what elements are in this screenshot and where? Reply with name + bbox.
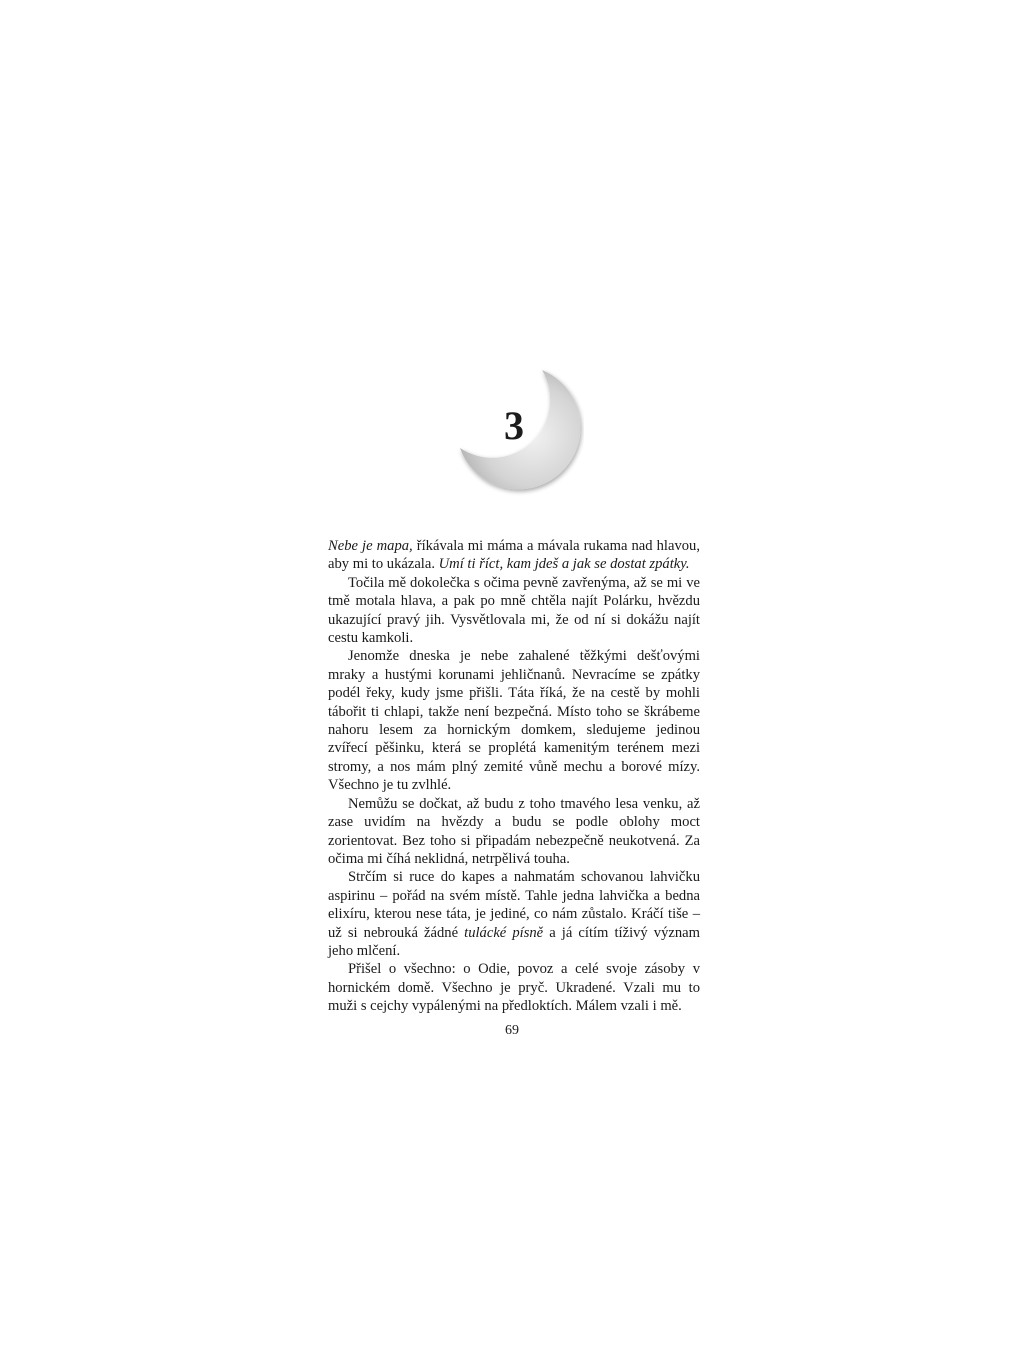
paragraph xyxy=(328,537,700,574)
paragraph-text: a já cítím tíživý význam jeho mlčení. xyxy=(328,924,700,959)
paragraph-text: Jenomže dneska je nebe zahalené těžkými dešťovými mraky a hustými korunami jehličnanů. Nevracíme se zpátky podél řeky, kudy jsme přišli. Táta říká, že na cestě by mohli tábořit ti chlapi, takže není bezpečná. Místo toho se škrábeme nahoru lesem za hornickým domkem, sledujeme jedinou zvířecí pěšinku, která se proplétá kamenitým terénem mezi stromy, a nos mám plný zemité vůně mechu a borové mízy. Všechno je tu zvlhlé. xyxy=(328,648,700,794)
paragraph xyxy=(328,574,700,648)
page-number: 69 xyxy=(505,1023,519,1038)
paragraph-text: říkávala mi máma a mávala rukama nad hlavou, aby mi to ukázala. xyxy=(328,538,700,573)
paragraph xyxy=(328,960,700,1015)
italic-text: Nebe je mapa, xyxy=(328,538,413,554)
paragraph-text: Točila mě dokolečka s očima pevně zavřenýma, až se mi ve tmě motala hlava, a pak po mně chtěla najít Polárku, hvězdu ukazující pravý jih. Vysvětlovala mi, že od ní si dokážu najít cestu kamkoli. xyxy=(328,574,700,647)
italic-text: tulácké písně xyxy=(464,924,544,941)
paragraph xyxy=(328,868,700,960)
chapter-number: 3 xyxy=(504,403,524,448)
paragraph-text: Strčím si ruce do kapes a nahmatám schovanou lahvičku aspirinu – pořád na svém místě. Tahle jedna lahvička a bedna elixíru, kterou nese táta, je jediné, co nám zůstalo. Kráčí tiše – už si nebrouká žádné xyxy=(328,869,700,941)
paragraph xyxy=(328,647,700,794)
paragraph xyxy=(328,795,700,869)
italic-text: Umí ti říct, kam jdeš a jak se dostat zpátky. xyxy=(438,556,690,573)
paragraph-text: Nemůžu se dočkat, až budu z toho tmavého lesa venku, až zase uvidím na hvězdy a budu se podle oblohy moct zorientovat. Bez toho si připadám nebezpečně neukotvená. Za očima mi číhá neklidná, netrpělivá touha. xyxy=(328,795,700,867)
paragraph-text: Přišel o všechno: o Odie, povoz a celé svoje zásoby v hornickém domě. Všechno je pryč. Ukradené. Vzali mu to muži s cejchy vypálenými na předloktích. Málem vzali i mě. xyxy=(328,961,700,1015)
body-text xyxy=(328,537,700,1016)
chapter-emblem xyxy=(444,362,584,498)
